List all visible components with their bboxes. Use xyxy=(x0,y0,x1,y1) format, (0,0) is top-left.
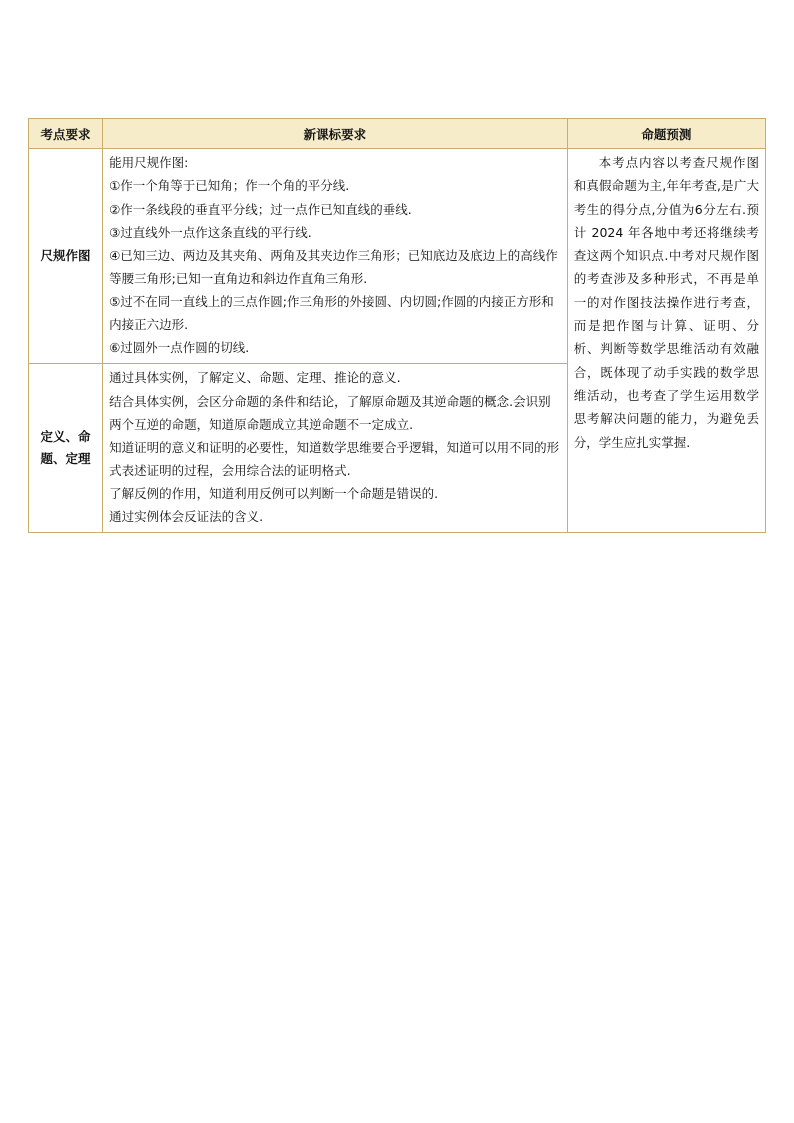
header-standard: 新课标要求 xyxy=(103,119,568,149)
standard-cell xyxy=(103,364,568,533)
standard-line: 能用尺规作图: xyxy=(109,155,189,170)
standard-line: 知道证明的意义和证明的必要性，知道数学思维要合乎逻辑，知道可以用不同的形式表述证明的过程，会用综合法的证明格式. xyxy=(109,439,560,478)
standard-line: 通过实例体会反证法的含义. xyxy=(109,509,264,525)
standard-cell xyxy=(103,149,568,364)
forecast-cell xyxy=(567,149,765,533)
standard-line: ④已知三边、两边及其夹角、两角及其夹边作三角形；已知底边及底边上的高线作等腰三角形;已知一直角边和斜边作直角三角形. xyxy=(109,248,558,287)
forecast-text: 本考点内容以考查尺规作图和真假命题为主,年年考查,是广大考生的得分点,分值为6分左右.预计 2024 年各地中考还将继续考查这两个知识点.中考对尺规作图的考查涉及多种形式，不再是单一的对作图技法操作进行考查，而是把作图与计算、证明、分析、判断等数学思维活动有效融合，既体现了动手实践的数学思维活动，也考查了学生运用数学思考解决问题的能力，为避免丢分，学生应扎实掌握. xyxy=(573,155,759,450)
standard-line: 结合具体实例，会区分命题的条件和结论，了解原命题及其逆命题的概念.会识别两个互逆的命题，知道原命题成立其逆命题不一定成立. xyxy=(109,393,551,432)
topic-cell: 定义、命题、定理 xyxy=(29,364,103,533)
syllabus-table xyxy=(28,118,766,533)
table-header-row xyxy=(29,119,766,149)
standard-line: 了解反例的作用，知道利用反例可以判断一个命题是错误的. xyxy=(109,485,439,501)
table-row xyxy=(29,149,766,364)
standard-line: 通过具体实例，了解定义、命题、定理、推论的意义. xyxy=(109,370,401,386)
standard-line: ⑥过圆外一点作圆的切线. xyxy=(109,340,250,356)
standard-line: ②作一条线段的垂直平分线；过一点作已知直线的垂线. xyxy=(109,201,412,217)
header-forecast: 命题预测 xyxy=(567,119,765,149)
standard-line: ③过直线外一点作这条直线的平行线. xyxy=(109,224,312,240)
standard-line: ⑤过不在同一直线上的三点作圆;作三角形的外接圆、内切圆;作圆的内接正方形和内接正六边形. xyxy=(109,294,554,333)
standard-line: ①作一个角等于已知角；作一个角的平分线. xyxy=(109,178,350,194)
header-topic: 考点要求 xyxy=(29,119,103,149)
topic-cell: 尺规作图 xyxy=(29,149,103,364)
